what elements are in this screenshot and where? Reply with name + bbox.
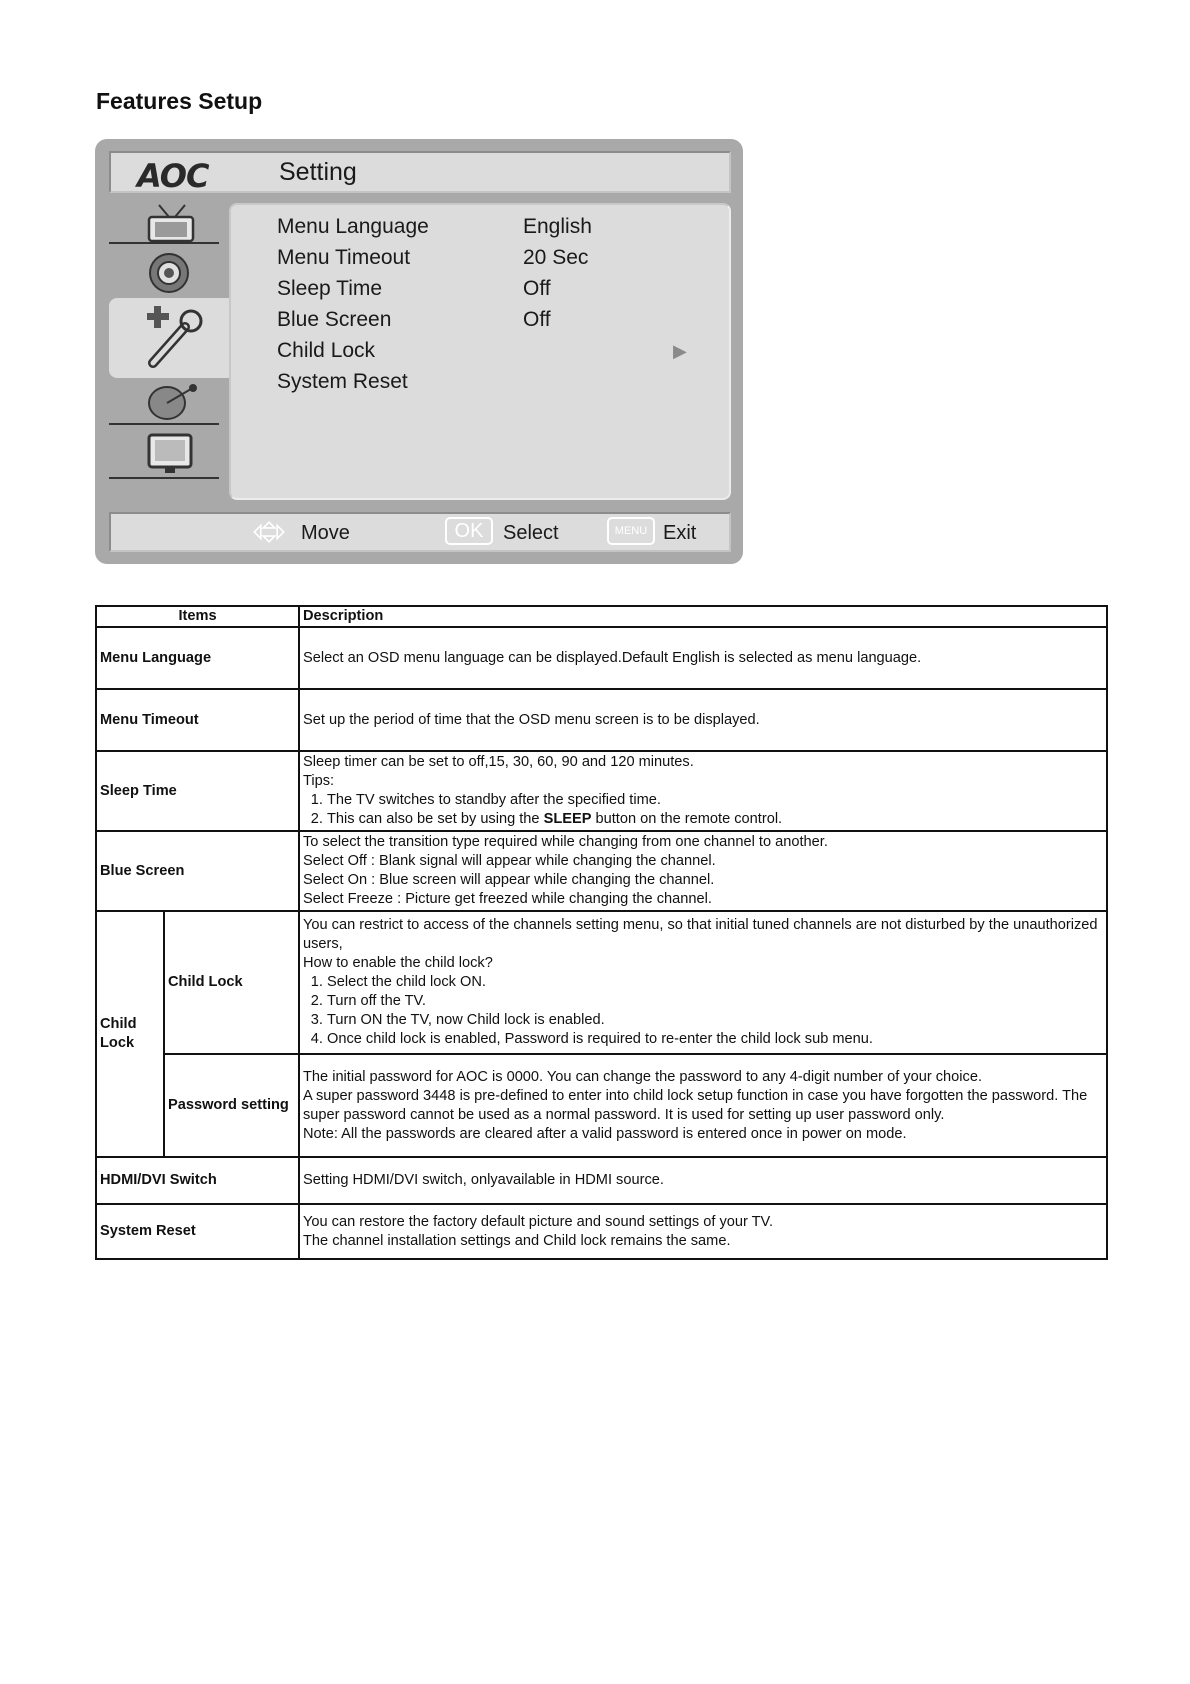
menu-item-value: 20 Sec xyxy=(523,246,589,269)
table-row xyxy=(96,831,1107,911)
description-line: Note: All the passwords are cleared after a valid password is entered once in power on mode. xyxy=(303,1125,907,1142)
sidebar-item-picture[interactable] xyxy=(109,203,219,243)
step-item: 3. Turn ON the TV, now Child lock is enabled. xyxy=(327,1011,1103,1030)
exit-label: Exit xyxy=(663,522,697,544)
description-cell xyxy=(299,751,1107,831)
menu-item-label: System Reset xyxy=(277,370,408,393)
sidebar-item-channel[interactable] xyxy=(109,381,219,423)
osd-header xyxy=(109,151,731,193)
item-cell: Menu Language xyxy=(96,627,299,689)
description-cell: Setting HDMI/DVI switch, onlyavailable in HDMI source. xyxy=(299,1157,1107,1204)
osd-footer xyxy=(109,512,731,552)
sidebar-divider xyxy=(109,242,219,244)
description-line: The initial password for AOC is 0000. You can change the password to any 4-digit number of your choice. xyxy=(303,1068,983,1085)
table-row xyxy=(96,1054,1107,1157)
description-cell xyxy=(299,911,1107,1054)
description-cell xyxy=(299,1054,1107,1157)
description-line: Select On : Blue screen will appear while changing the channel. xyxy=(303,872,715,888)
sleep-button-name: SLEEP xyxy=(543,811,592,827)
item-cell: System Reset xyxy=(96,1204,299,1259)
item-group-cell: Child Lock xyxy=(96,911,164,1157)
item-cell: Sleep Time xyxy=(96,751,299,831)
menu-item-label: Menu Language xyxy=(277,215,429,238)
table-header-row xyxy=(96,606,1107,627)
table-row xyxy=(96,689,1107,751)
description-line: Sleep timer can be set to off,15, 30, 60, 90 and 120 minutes. xyxy=(303,754,694,770)
sidebar-item-pc[interactable] xyxy=(109,431,219,477)
osd-settings-panel xyxy=(229,203,731,500)
description-line: A super password 3448 is pre-defined to enter into child lock setup function in case you have forgotten the password. The super password cannot be used as a normal password. It is used for setting up user password only. xyxy=(303,1087,1088,1123)
description-cell: Select an OSD menu language can be displayed.Default English is selected as menu language. xyxy=(299,627,1107,689)
select-label: Select xyxy=(503,522,559,544)
step-item: 1. Select the child lock ON. xyxy=(327,973,1103,992)
description-line: Select Freeze : Picture get freezed while changing the channel. xyxy=(303,891,712,907)
menu-item-value: English xyxy=(523,215,592,238)
tip-item xyxy=(327,810,1103,829)
tv-picture-icon xyxy=(139,203,209,243)
description-line: You can restrict to access of the channels setting menu, so that initial tuned channels are not disturbed by the unauthorized users, xyxy=(303,917,1098,952)
menu-item-menu-timeout[interactable] xyxy=(277,246,727,276)
menu-item-blue-screen[interactable] xyxy=(277,308,727,338)
table-row xyxy=(96,911,1107,1054)
item-cell: Blue Screen xyxy=(96,831,299,911)
table-row xyxy=(96,1204,1107,1259)
menu-item-label: Menu Timeout xyxy=(277,246,411,269)
menu-key-icon: MENU xyxy=(607,517,655,545)
description-line: Tips: xyxy=(303,773,335,789)
sidebar-divider xyxy=(109,423,219,425)
description-line: How to enable the child lock? xyxy=(303,955,493,971)
menu-item-value: Off xyxy=(523,308,551,331)
description-line: The channel installation settings and Child lock remains the same. xyxy=(303,1232,731,1249)
description-header: Description xyxy=(299,606,1107,627)
menu-item-value: Off xyxy=(523,277,551,300)
submenu-arrow-icon: ▶ xyxy=(673,341,687,361)
menu-item-child-lock[interactable] xyxy=(277,339,727,369)
monitor-pc-icon xyxy=(139,431,209,477)
item-cell: Child Lock xyxy=(164,911,299,1054)
description-cell xyxy=(299,831,1107,911)
item-cell: HDMI/DVI Switch xyxy=(96,1157,299,1204)
table-row xyxy=(96,627,1107,689)
menu-item-menu-language[interactable] xyxy=(277,215,727,245)
move-arrows-icon xyxy=(251,520,287,544)
menu-item-sleep-time[interactable] xyxy=(277,277,727,307)
menu-item-label: Blue Screen xyxy=(277,308,392,331)
wrench-setup-icon xyxy=(139,303,209,373)
step-item: 2. Turn off the TV. xyxy=(327,992,1103,1011)
move-label: Move xyxy=(301,522,350,544)
sidebar-item-sound[interactable] xyxy=(109,249,219,293)
osd-title: Setting xyxy=(279,158,357,186)
item-cell: Password setting xyxy=(164,1054,299,1157)
menu-item-label: Child Lock xyxy=(277,339,376,362)
items-header: Items xyxy=(96,606,299,627)
description-line: Select Off : Blank signal will appear while changing the channel. xyxy=(303,853,716,869)
ok-key-icon: OK xyxy=(445,517,493,545)
satellite-channel-icon xyxy=(139,381,209,423)
aoc-logo: AOC xyxy=(137,157,209,195)
description-line: To select the transition type required while changing from one channel to another. xyxy=(303,834,828,850)
sidebar-divider xyxy=(109,477,219,479)
osd-sidebar xyxy=(109,203,227,500)
description-cell: Set up the period of time that the OSD menu screen is to be displayed. xyxy=(299,689,1107,751)
speaker-sound-icon xyxy=(139,251,209,295)
table-row xyxy=(96,751,1107,831)
tip-text: This can also be set by using the xyxy=(327,811,544,827)
menu-item-label: Sleep Time xyxy=(277,277,383,300)
step-item: 4. Once child lock is enabled, Password is required to re-enter the child lock sub menu. xyxy=(327,1030,1103,1049)
description-cell xyxy=(299,1204,1107,1259)
features-description-table xyxy=(95,605,1108,1260)
tip-text: button on the remote control. xyxy=(591,811,783,827)
description-line: You can restore the factory default picture and sound settings of your TV. xyxy=(303,1213,773,1230)
tip-item: 1. The TV switches to standby after the specified time. xyxy=(327,791,1103,810)
osd-menu-screenshot xyxy=(95,139,743,564)
table-row xyxy=(96,1157,1107,1204)
sidebar-item-setup[interactable] xyxy=(109,303,219,373)
page-title: Features Setup xyxy=(96,88,263,114)
menu-item-system-reset[interactable] xyxy=(277,370,727,400)
item-cell: Menu Timeout xyxy=(96,689,299,751)
